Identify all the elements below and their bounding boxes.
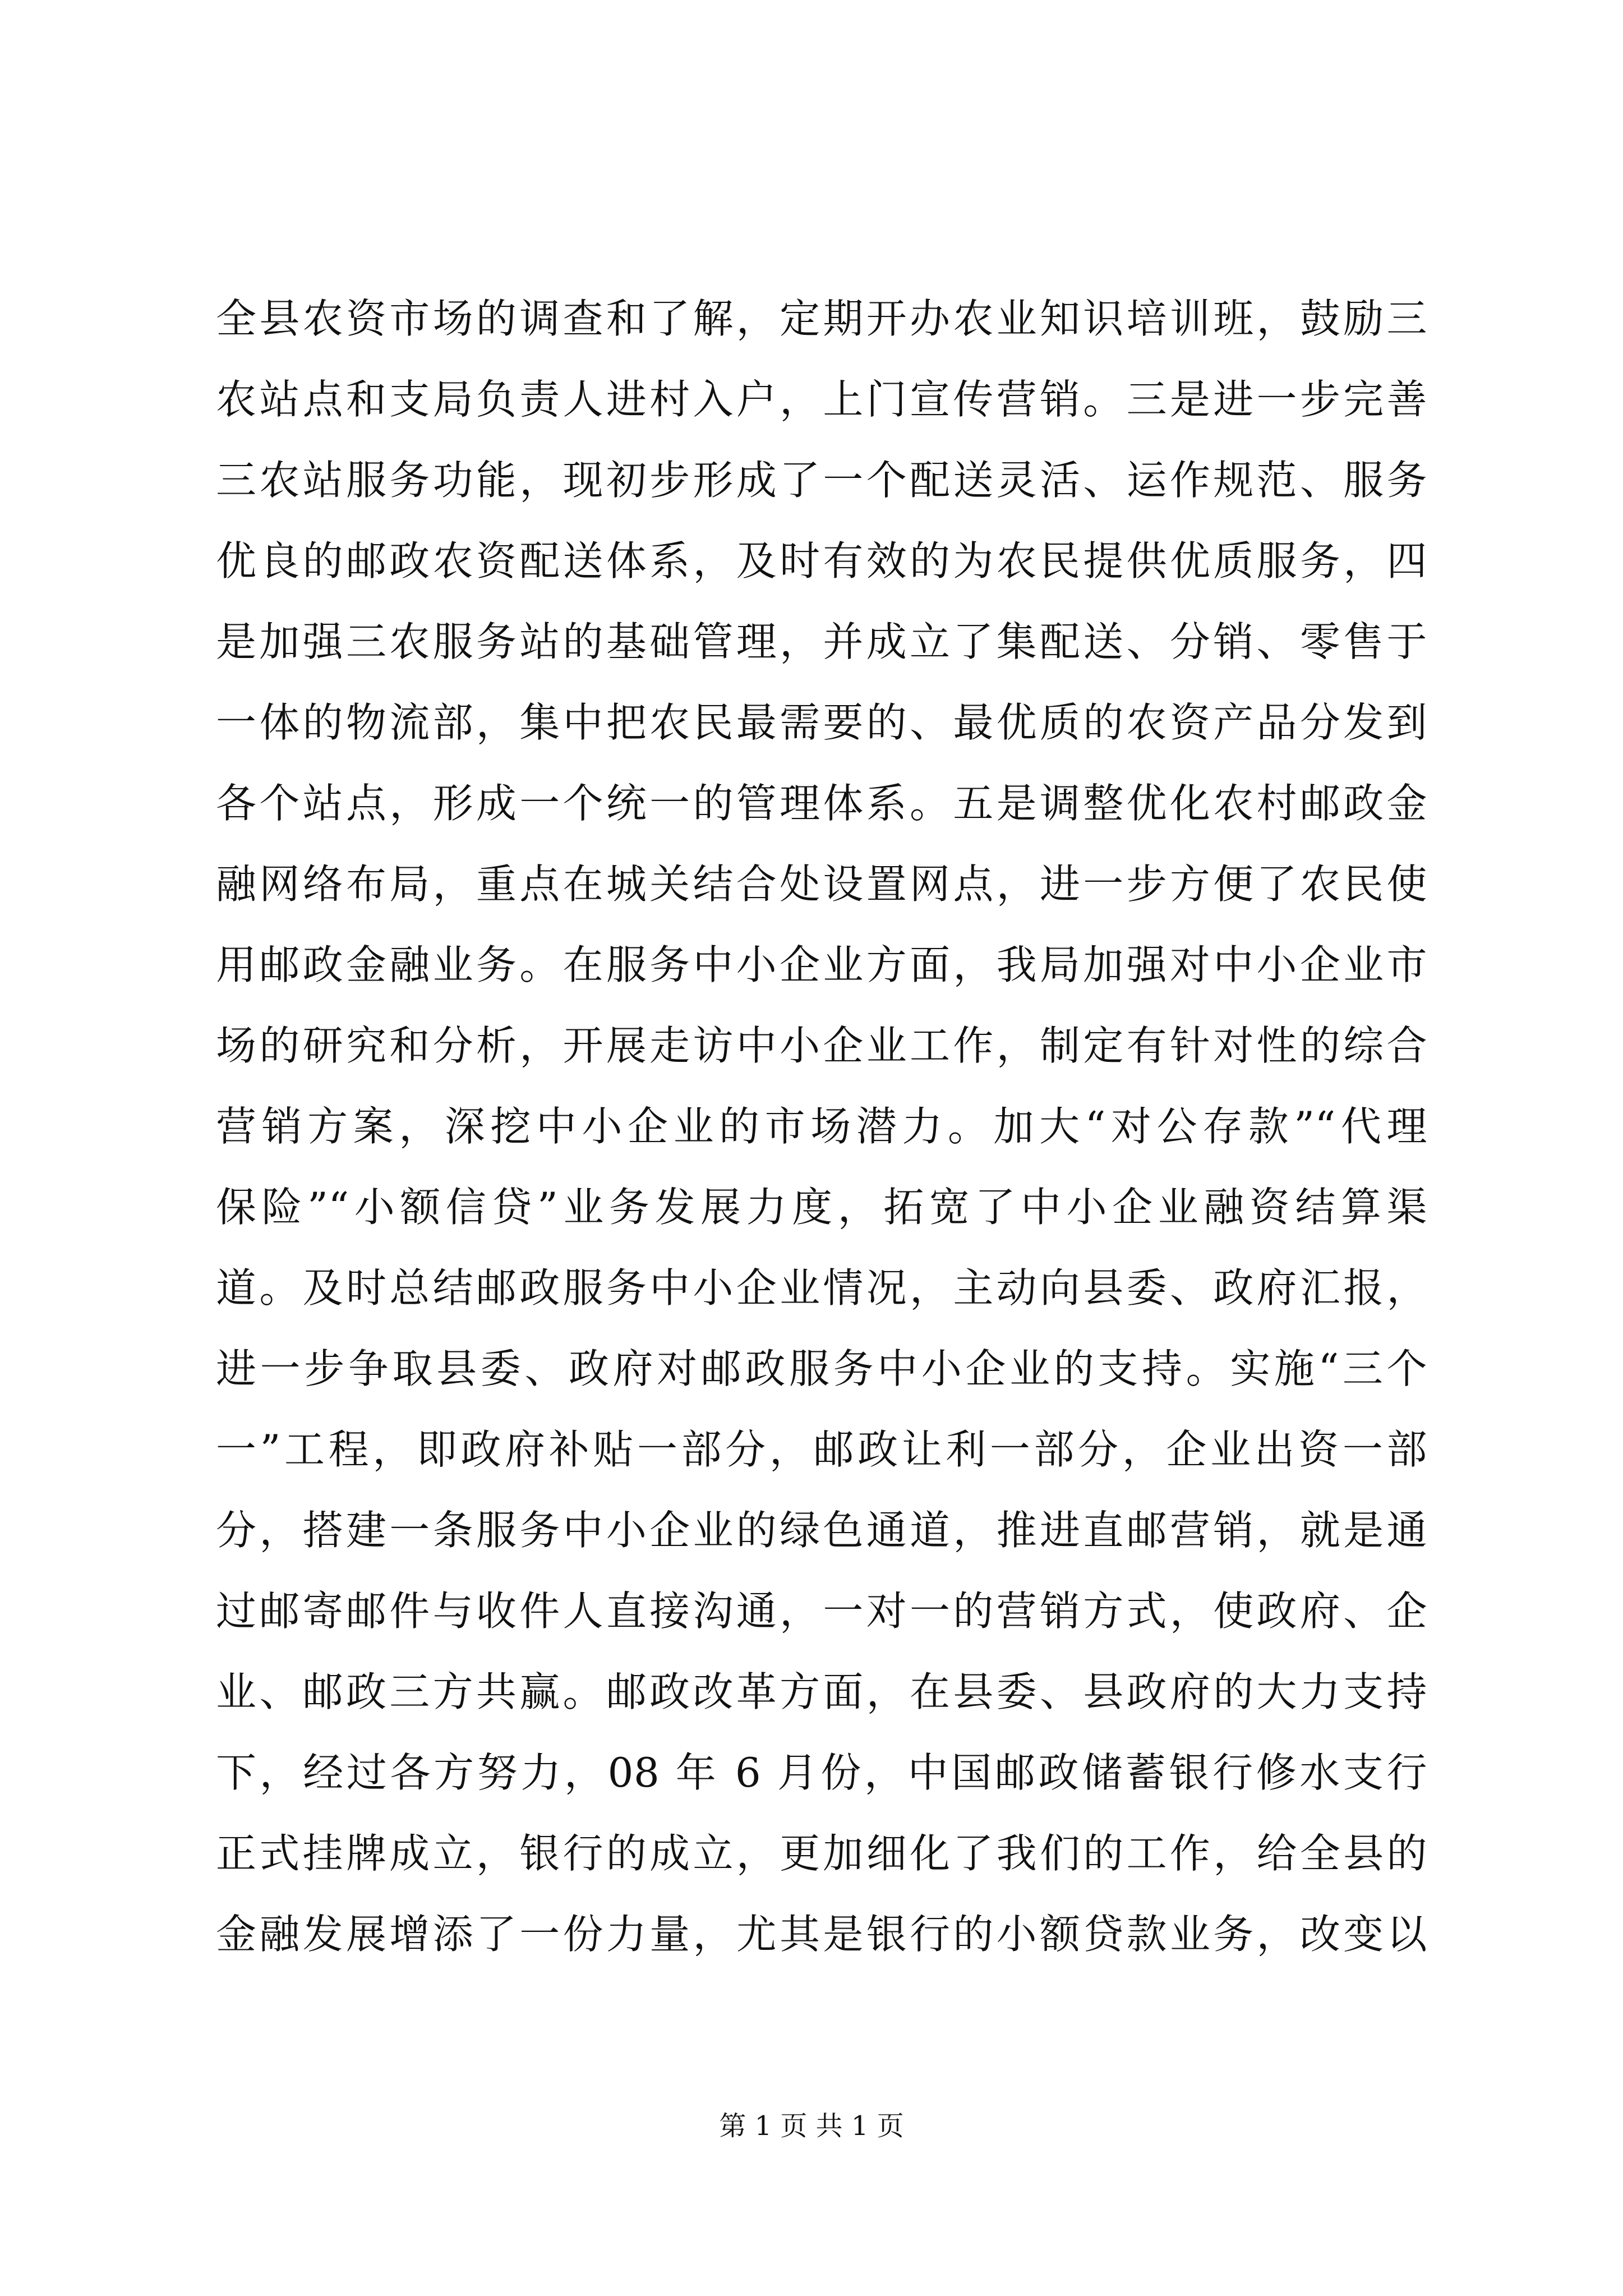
text-line: 场的研究和分析，开展走访中小企业工作，制定有针对性的综合 <box>216 1022 1427 1069</box>
text-line: 下，经过各方努力，08 年 6 月份，中国邮政储蓄银行修水支行 <box>216 1749 1427 1796</box>
text-line: 保险”“小额信贷”业务发展力度，拓宽了中小企业融资结算渠 <box>216 1184 1427 1231</box>
body-paragraph <box>216 278 1427 1975</box>
page-footer <box>0 2109 1623 2143</box>
text-line: 三农站服务功能，现初步形成了一个配送灵活、运作规范、服务 <box>216 457 1427 504</box>
text-line: 道。及时总结邮政服务中小企业情况，主动向县委、政府汇报， <box>216 1264 1427 1312</box>
text-line: 全县农资市场的调查和了解，定期开办农业知识培训班，鼓励三 <box>216 295 1427 342</box>
text-line: 进一步争取县委、政府对邮政服务中小企业的支持。实施“三个 <box>216 1345 1427 1392</box>
text-line: 分，搭建一条服务中小企业的绿色通道，推进直邮营销，就是通 <box>216 1507 1427 1554</box>
text-line: 融网络布局，重点在城关结合处设置网点，进一步方便了农民使 <box>216 861 1427 908</box>
text-line: 金融发展增添了一份力量，尤其是银行的小额贷款业务，改变以 <box>216 1911 1427 1958</box>
text-line: 农站点和支局负责人进村入户，上门宣传营销。三是进一步完善 <box>216 376 1427 423</box>
page-number: 第 1 页 共 1 页 <box>719 2110 904 2142</box>
text-line: 是加强三农服务站的基础管理，并成立了集配送、分销、零售于 <box>216 618 1427 665</box>
text-line: 正式挂牌成立，银行的成立，更加细化了我们的工作，给全县的 <box>216 1830 1427 1877</box>
text-line: 一体的物流部，集中把农民最需要的、最优质的农资产品分发到 <box>216 699 1427 746</box>
text-line: 过邮寄邮件与收件人直接沟通，一对一的营销方式，使政府、企 <box>216 1588 1427 1635</box>
text-line: 各个站点，形成一个统一的管理体系。五是调整优化农村邮政金 <box>216 780 1427 827</box>
text-line: 优良的邮政农资配送体系，及时有效的为农民提供优质服务，四 <box>216 537 1427 585</box>
text-line: 营销方案，深挖中小企业的市场潜力。加大“对公存款”“代理 <box>216 1103 1427 1150</box>
text-line: 一”工程，即政府补贴一部分，邮政让利一部分，企业出资一部 <box>216 1426 1427 1473</box>
text-line: 业、邮政三方共赢。邮政改革方面，在县委、县政府的大力支持 <box>216 1668 1427 1715</box>
text-line: 用邮政金融业务。在服务中小企业方面，我局加强对中小企业市 <box>216 941 1427 988</box>
